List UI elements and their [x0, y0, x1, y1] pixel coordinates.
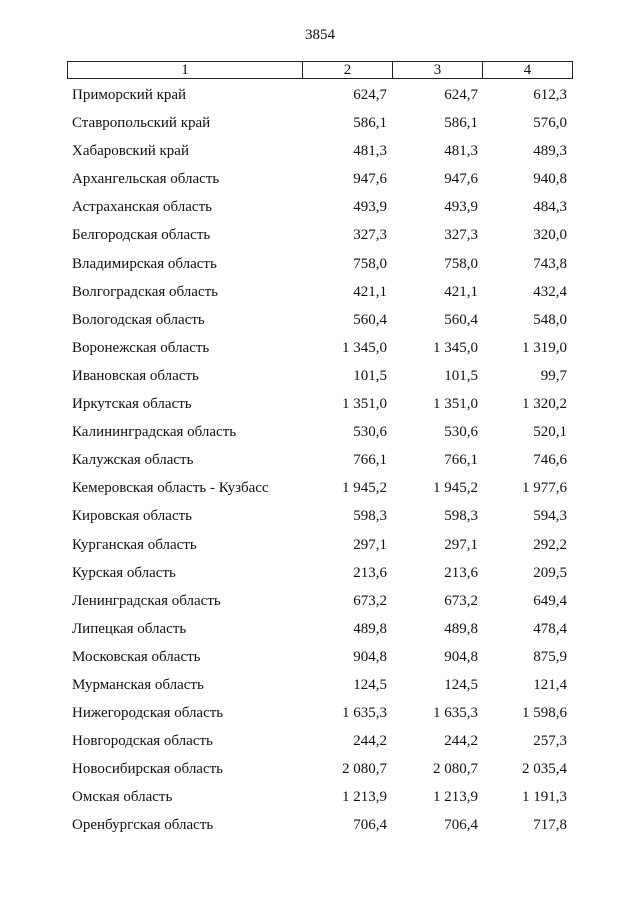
region-name: Владимирская область: [72, 255, 217, 272]
value-col-2: 421,1: [353, 283, 387, 300]
column-header-1: 1: [68, 62, 303, 79]
value-col-2: 560,4: [353, 311, 387, 328]
value-col-3: 421,1: [444, 283, 478, 300]
value-col-2: 598,3: [353, 508, 387, 525]
value-col-3: 1 213,9: [433, 789, 478, 806]
table-row: [0, 393, 640, 421]
value-col-4: 432,4: [533, 283, 567, 300]
value-col-3: 297,1: [444, 536, 478, 553]
table-row: [0, 534, 640, 562]
region-name: Московская область: [72, 648, 201, 665]
value-col-2: 101,5: [353, 367, 387, 384]
value-col-3: 1 351,0: [433, 396, 478, 413]
table-row: [0, 758, 640, 786]
region-name: Новосибирская область: [72, 761, 224, 778]
value-col-4: 717,8: [533, 817, 567, 834]
value-col-2: 481,3: [353, 143, 387, 160]
column-header-table: [67, 61, 573, 79]
table-row: [0, 337, 640, 365]
table-row: [0, 196, 640, 224]
value-col-4: 478,4: [533, 620, 567, 637]
value-col-3: 101,5: [444, 367, 478, 384]
value-col-3: 244,2: [444, 733, 478, 750]
region-name: Хабаровский край: [72, 143, 189, 160]
value-col-3: 124,5: [444, 676, 478, 693]
value-col-4: 292,2: [533, 536, 567, 553]
column-header-2: 2: [303, 62, 393, 79]
value-col-2: 706,4: [353, 817, 387, 834]
table-row: [0, 309, 640, 337]
value-col-4: 875,9: [533, 648, 567, 665]
value-col-4: 99,7: [540, 367, 567, 384]
data-rows: [0, 84, 640, 843]
region-name: Ленинградская область: [72, 592, 221, 609]
value-col-3: 758,0: [444, 255, 478, 272]
value-col-4: 320,0: [533, 227, 567, 244]
value-col-4: 489,3: [533, 143, 567, 160]
value-col-3: 586,1: [444, 115, 478, 132]
value-col-2: 1 213,9: [342, 789, 387, 806]
value-col-4: 209,5: [533, 564, 567, 581]
value-col-3: 493,9: [444, 199, 478, 216]
value-col-2: 493,9: [353, 199, 387, 216]
value-col-2: 766,1: [353, 452, 387, 469]
table-row: [0, 786, 640, 814]
region-name: Архангельская область: [72, 171, 220, 188]
table-row: [0, 224, 640, 252]
value-col-4: 520,1: [533, 424, 567, 441]
table-row: [0, 646, 640, 674]
column-header-4: 4: [483, 62, 573, 79]
region-name: Астраханская область: [72, 199, 212, 216]
value-col-3: 766,1: [444, 452, 478, 469]
value-col-3: 530,6: [444, 424, 478, 441]
value-col-4: 121,4: [533, 676, 567, 693]
value-col-4: 548,0: [533, 311, 567, 328]
table-row: [0, 84, 640, 112]
value-col-4: 1 319,0: [522, 339, 567, 356]
value-col-3: 1 345,0: [433, 339, 478, 356]
value-col-3: 706,4: [444, 817, 478, 834]
region-name: Воронежская область: [72, 339, 210, 356]
column-header-row: [68, 62, 573, 79]
region-name: Мурманская область: [72, 676, 204, 693]
value-col-3: 213,6: [444, 564, 478, 581]
value-col-4: 257,3: [533, 733, 567, 750]
table-row: [0, 618, 640, 646]
value-col-4: 940,8: [533, 171, 567, 188]
value-col-4: 612,3: [533, 87, 567, 103]
region-name: Калининградская область: [72, 424, 237, 441]
value-col-2: 1 635,3: [342, 705, 387, 722]
table-row: [0, 421, 640, 449]
value-col-4: 1 320,2: [522, 396, 567, 413]
value-col-2: 624,7: [353, 87, 387, 103]
value-col-3: 1 635,3: [433, 705, 478, 722]
value-col-2: 327,3: [353, 227, 387, 244]
region-name: Омская область: [72, 789, 173, 806]
table-row: [0, 112, 640, 140]
table-row: [0, 140, 640, 168]
table-row: [0, 281, 640, 309]
page-number: 3854: [305, 27, 335, 43]
table-row: [0, 730, 640, 758]
region-name: Курская область: [72, 564, 176, 581]
value-col-4: 1 598,6: [522, 705, 567, 722]
value-col-2: 673,2: [353, 592, 387, 609]
table-row: [0, 477, 640, 505]
value-col-3: 489,8: [444, 620, 478, 637]
region-name: Белгородская область: [72, 227, 211, 244]
value-col-4: 594,3: [533, 508, 567, 525]
value-col-3: 1 945,2: [433, 480, 478, 497]
value-col-4: 484,3: [533, 199, 567, 216]
value-col-4: 576,0: [533, 115, 567, 132]
table-row: [0, 814, 640, 842]
table-row: [0, 590, 640, 618]
region-name: Кировская область: [72, 508, 193, 525]
value-col-3: 904,8: [444, 648, 478, 665]
value-col-2: 297,1: [353, 536, 387, 553]
region-name: Ставропольский край: [72, 115, 211, 132]
value-col-2: 1 345,0: [342, 339, 387, 356]
table-row: [0, 253, 640, 281]
table-row: [0, 505, 640, 533]
region-name: Иркутская область: [72, 396, 192, 413]
table-row: [0, 449, 640, 477]
value-col-2: 1 351,0: [342, 396, 387, 413]
region-name: Кемеровская область - Кузбасс: [72, 480, 269, 497]
value-col-3: 624,7: [444, 87, 478, 103]
value-col-4: 743,8: [533, 255, 567, 272]
table-row: [0, 702, 640, 730]
value-col-2: 586,1: [353, 115, 387, 132]
value-col-2: 2 080,7: [342, 761, 387, 778]
value-col-2: 947,6: [353, 171, 387, 188]
table-row: [0, 562, 640, 590]
value-col-3: 947,6: [444, 171, 478, 188]
region-name: Приморский край: [72, 87, 187, 103]
value-col-3: 327,3: [444, 227, 478, 244]
value-col-2: 530,6: [353, 424, 387, 441]
value-col-2: 904,8: [353, 648, 387, 665]
value-col-3: 481,3: [444, 143, 478, 160]
table-row: [0, 365, 640, 393]
value-col-3: 598,3: [444, 508, 478, 525]
value-col-2: 1 945,2: [342, 480, 387, 497]
value-col-3: 673,2: [444, 592, 478, 609]
region-name: Ивановская область: [72, 367, 199, 384]
region-name: Волгоградская область: [72, 283, 218, 300]
region-name: Калужская область: [72, 452, 194, 469]
region-name: Вологодская область: [72, 311, 205, 328]
value-col-2: 124,5: [353, 676, 387, 693]
table-row: [0, 674, 640, 702]
region-name: Новгородская область: [72, 733, 213, 750]
value-col-4: 1 977,6: [522, 480, 567, 497]
value-col-2: 213,6: [353, 564, 387, 581]
value-col-2: 489,8: [353, 620, 387, 637]
value-col-4: 746,6: [533, 452, 567, 469]
value-col-3: 2 080,7: [433, 761, 478, 778]
value-col-2: 244,2: [353, 733, 387, 750]
value-col-4: 1 191,3: [522, 789, 567, 806]
region-name: Курганская область: [72, 536, 197, 553]
column-header-3: 3: [393, 62, 483, 79]
value-col-3: 560,4: [444, 311, 478, 328]
value-col-2: 758,0: [353, 255, 387, 272]
region-name: Нижегородская область: [72, 705, 224, 722]
table-row: [0, 168, 640, 196]
region-name: Оренбургская область: [72, 817, 214, 834]
region-name: Липецкая область: [72, 620, 187, 637]
value-col-4: 2 035,4: [522, 761, 567, 778]
value-col-4: 649,4: [533, 592, 567, 609]
